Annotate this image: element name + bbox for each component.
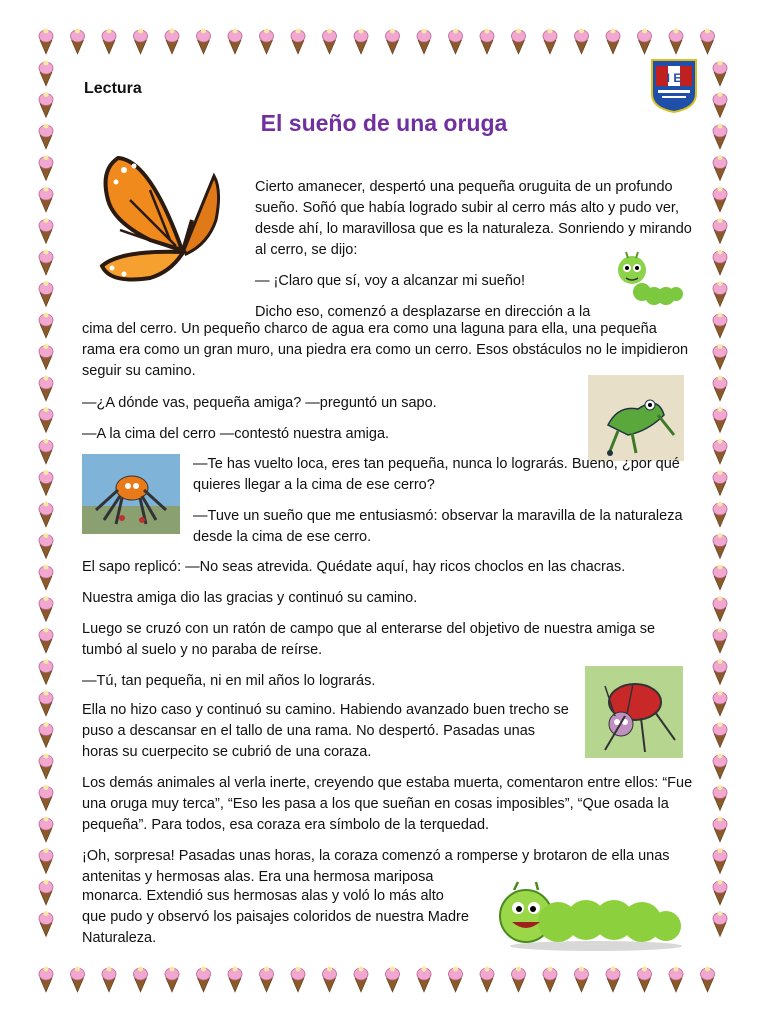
ice-cream-icon <box>291 29 305 55</box>
ice-cream-icon <box>713 439 727 465</box>
ice-cream-icon <box>39 313 53 339</box>
ice-cream-icon <box>102 29 116 55</box>
ice-cream-icon <box>543 967 557 993</box>
ice-cream-icon <box>480 29 494 55</box>
ice-cream-icon <box>39 565 53 591</box>
ice-cream-icon <box>354 29 368 55</box>
ice-cream-icon <box>713 817 727 843</box>
ice-cream-icon <box>228 967 242 993</box>
smiling-caterpillar-image <box>496 880 684 952</box>
ice-cream-icon <box>713 659 727 685</box>
ice-cream-icon <box>39 880 53 906</box>
ice-cream-icon <box>39 659 53 685</box>
story-paragraph: cima del cerro. Un pequeño charco de agua era como una laguna para ella, una pequeña rama era como un gran muro, una piedra era como un cerro. Esos obstáculos no le impidieron seguir su camino. <box>82 321 689 379</box>
page-title: El sueño de una oruga <box>260 110 508 136</box>
ice-cream-icon <box>480 967 494 993</box>
ice-cream-icon <box>606 29 620 55</box>
ice-cream-icon <box>417 29 431 55</box>
ice-cream-icon <box>134 967 148 993</box>
ice-cream-icon <box>417 967 431 993</box>
ice-cream-icon <box>134 29 148 55</box>
ice-cream-icon <box>713 407 727 433</box>
section-label: Lectura <box>84 80 142 97</box>
ice-cream-icon <box>39 817 53 843</box>
ice-cream-icon <box>39 376 53 402</box>
ice-cream-icon <box>39 407 53 433</box>
ice-cream-icon <box>39 533 53 559</box>
ice-cream-icon <box>386 29 400 55</box>
ice-cream-icon <box>165 967 179 993</box>
ice-cream-icon <box>606 967 620 993</box>
ice-cream-icon <box>386 967 400 993</box>
ice-cream-icon <box>701 29 715 55</box>
story-paragraph: Luego se cruzó con un ratón de campo que al enterarse del objetivo de nuestra amiga se tumbó al suelo y no paraba de reírse. <box>82 621 656 658</box>
ice-cream-icon <box>354 967 368 993</box>
ice-cream-icon <box>39 722 53 748</box>
ice-cream-icon <box>39 911 53 937</box>
ice-cream-icon <box>713 502 727 528</box>
ice-cream-icon <box>713 880 727 906</box>
story-paragraph: —Tú, tan pequeña, ni en mil años lo lograrás. <box>82 673 376 689</box>
story-paragraph: Cierto amanecer, despertó una pequeña oruguita de un profundo sueño. Soñó que había logrado subir al cerro más alto y pudo ver, desde ahí, lo maravillosa que es la naturaleza. Sonriendo y mirando al cerro, se dijo: <box>255 179 692 258</box>
ice-cream-icon <box>197 29 211 55</box>
ice-cream-icon <box>39 596 53 622</box>
ice-cream-icon <box>39 281 53 307</box>
ice-cream-icon <box>713 376 727 402</box>
ice-cream-icon <box>39 29 53 55</box>
ice-cream-icon <box>449 967 463 993</box>
ice-cream-icon <box>39 967 53 993</box>
story-paragraph: monarca. Extendió sus hermosas alas y voló lo más alto que pudo y observó los paisajes coloridos de nuestra Madre Naturaleza. <box>82 888 469 946</box>
ice-cream-icon <box>713 470 727 496</box>
ice-cream-icon <box>197 967 211 993</box>
ice-cream-icon <box>39 187 53 213</box>
ice-cream-icon <box>323 967 337 993</box>
ice-cream-icon <box>39 785 53 811</box>
ice-cream-icon <box>39 848 53 874</box>
ice-cream-icon <box>638 29 652 55</box>
ice-cream-icon <box>575 967 589 993</box>
story-paragraph: —¿A dónde vas, pequeña amiga? —preguntó un sapo. <box>82 395 437 411</box>
ice-cream-icon <box>713 218 727 244</box>
ice-cream-icon <box>713 281 727 307</box>
ice-cream-icon <box>39 250 53 276</box>
ice-cream-icon <box>39 344 53 370</box>
story-paragraph: —A la cima del cerro —contestó nuestra amiga. <box>82 426 390 442</box>
ice-cream-icon <box>39 754 53 780</box>
ice-cream-icon <box>71 29 85 55</box>
ice-cream-icon <box>449 29 463 55</box>
ice-cream-icon <box>260 967 274 993</box>
ice-cream-icon <box>102 967 116 993</box>
ice-cream-icon <box>228 29 242 55</box>
ice-cream-icon <box>39 61 53 87</box>
ice-cream-icon <box>713 596 727 622</box>
ice-cream-icon <box>323 29 337 55</box>
ice-cream-icon <box>713 722 727 748</box>
story-paragraph: Dicho eso, comenzó a desplazarse en dirección a la <box>255 304 591 320</box>
ice-cream-icon <box>713 344 727 370</box>
ice-cream-icon <box>165 29 179 55</box>
ice-cream-icon <box>713 754 727 780</box>
ice-cream-icon <box>39 502 53 528</box>
ice-cream-icon <box>713 691 727 717</box>
story-paragraph: Los demás animales al verla inerte, creyendo que estaba muerta, comentaron entre ellos: “Fue una oruga muy terca”, “Eso les pasa a los que sueñan en cosas imposibles”, “Que osada la pequeña”. Para todos, esa coraza era símbolo de la terquedad. <box>82 775 693 833</box>
ice-cream-icon <box>713 61 727 87</box>
ice-cream-icon <box>713 785 727 811</box>
ice-cream-icon <box>713 911 727 937</box>
story-paragraph: —Te has vuelto loca, eres tan pequeña, nunca lo lograrás. Bueno, ¿por qué quieres llegar a la cima de ese cerro? <box>193 456 680 493</box>
story-paragraph: El sapo replicó: —No seas atrevida. Quédate aquí, hay ricos choclos en las chacras. <box>82 559 626 575</box>
ice-cream-icon <box>713 187 727 213</box>
butterfly-image <box>90 150 230 290</box>
ice-cream-icon <box>575 29 589 55</box>
ice-cream-icon <box>713 565 727 591</box>
ice-cream-icon <box>713 313 727 339</box>
school-logo <box>650 58 698 114</box>
story-paragraph: ¡Oh, sorpresa! Pasadas unas horas, la coraza comenzó a romperse y brotaron de ella unas antenitas y hermosas alas. Era una hermosa mariposa <box>82 848 670 885</box>
story-paragraph: Nuestra amiga dio las gracias y continuó su camino. <box>82 590 418 606</box>
ice-cream-icon <box>39 470 53 496</box>
story-paragraph: — ¡Claro que sí, voy a alcanzar mi sueño! <box>255 273 525 289</box>
ice-cream-icon <box>713 533 727 559</box>
ice-cream-icon <box>701 967 715 993</box>
story-paragraph: Ella no hizo caso y continuó su camino. Habiendo avanzado buen trecho se puso a descansar en el tallo de una rama. No despertó. Pasadas unas horas su cuerpecito se cubrió de una coraza. <box>82 702 569 760</box>
ice-cream-icon <box>669 29 683 55</box>
story-paragraph: —Tuve un sueño que me entusiasmó: observar la maravilla de la naturaleza desde la cima de ese cerro. <box>193 508 683 545</box>
ice-cream-icon <box>512 29 526 55</box>
spider-image <box>82 454 180 534</box>
ice-cream-icon <box>713 628 727 654</box>
ice-cream-icon <box>39 218 53 244</box>
ice-cream-icon <box>39 628 53 654</box>
ice-cream-icon <box>543 29 557 55</box>
ice-cream-icon <box>713 250 727 276</box>
ice-cream-icon <box>260 29 274 55</box>
ice-cream-icon <box>713 848 727 874</box>
ice-cream-icon <box>713 155 727 181</box>
ice-cream-icon <box>291 967 305 993</box>
ice-cream-icon <box>669 967 683 993</box>
ice-cream-icon <box>512 967 526 993</box>
ice-cream-icon <box>39 691 53 717</box>
ice-cream-icon <box>638 967 652 993</box>
ice-cream-icon <box>71 967 85 993</box>
logo-text: I E <box>666 71 682 85</box>
ice-cream-icon <box>39 155 53 181</box>
ice-cream-icon <box>39 439 53 465</box>
